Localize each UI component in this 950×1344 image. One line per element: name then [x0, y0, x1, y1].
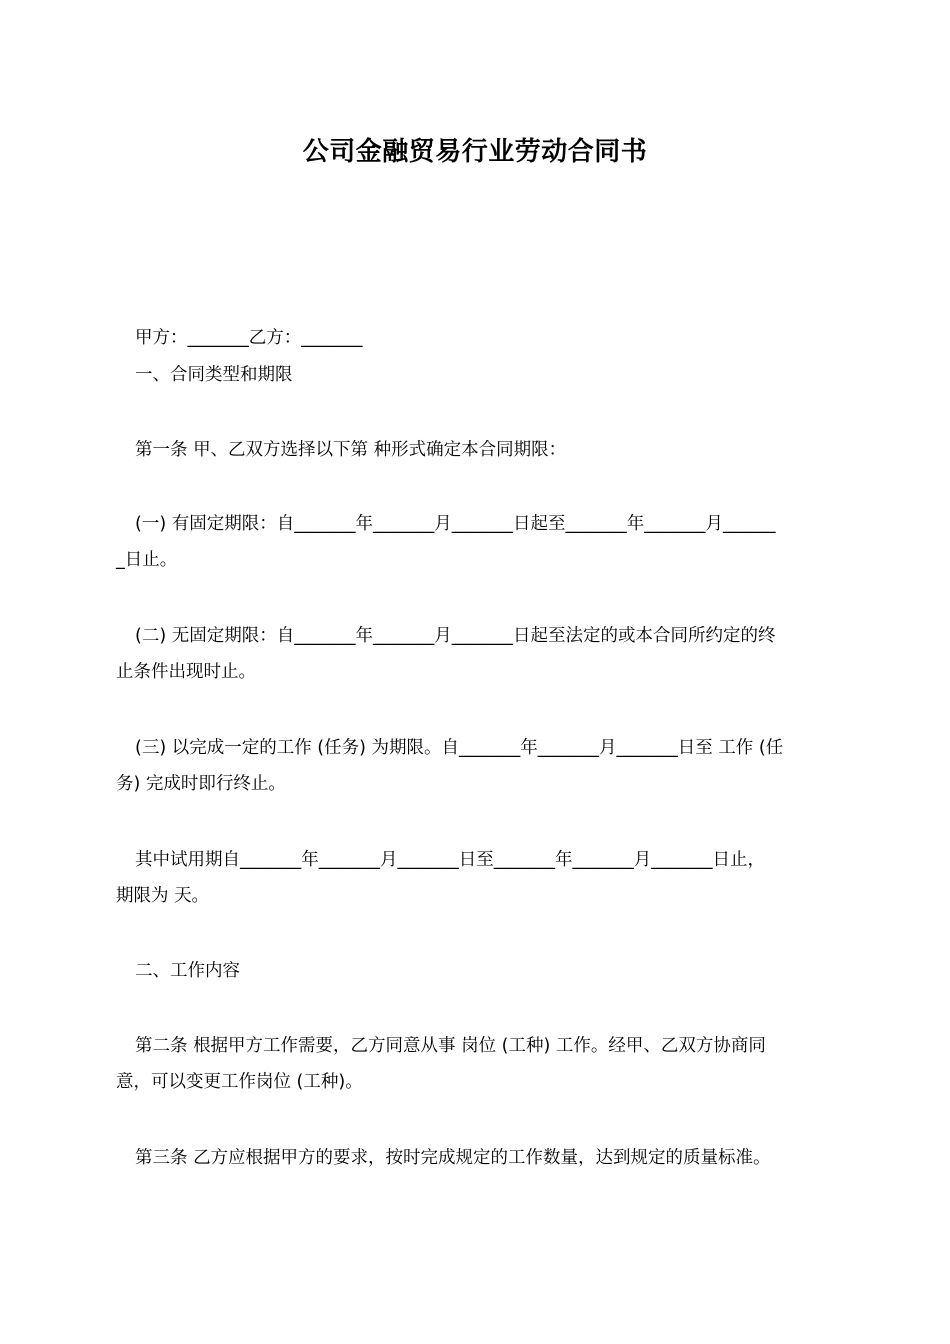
- article3-paragraph: [116, 1140, 838, 1176]
- parties-line: [116, 320, 838, 356]
- section1-heading-text: 一、合同类型和期限: [135, 365, 293, 385]
- probation-line2: 期限为 天。: [116, 886, 210, 906]
- document-title: 公司金融贸易行业劳动合同书: [302, 137, 648, 167]
- fixed-term-line2: _日止。: [116, 550, 178, 570]
- parties-text: 甲方：_______乙方：_______: [135, 328, 363, 348]
- fixed-term-line1: (一) 有固定期限：自_______年_______月_______日起至_______年_______月______: [135, 514, 776, 534]
- task-term-line2: 务) 完成时即行终止。: [116, 774, 286, 794]
- task-term-paragraph: [116, 730, 838, 802]
- fixed-term-paragraph: [116, 506, 838, 578]
- article1-text: 第一条 甲、乙双方选择以下第 种形式确定本合同期限：: [135, 440, 567, 460]
- article1-paragraph: [116, 432, 838, 468]
- article2-line2: 意，可以变更工作岗位 (工种)。: [116, 1072, 363, 1092]
- open-term-line2: 止条件出现时止。: [116, 662, 256, 682]
- section1-heading: [116, 357, 838, 393]
- article2-line1: 第二条 根据甲方工作需要，乙方同意从事 岗位 (工种) 工作。经甲、乙双方协商同: [135, 1036, 766, 1056]
- section2-heading-text: 二、工作内容: [135, 961, 240, 981]
- open-term-paragraph: [116, 618, 838, 690]
- probation-line1: 其中试用期自_______年_______月_______日至_______年_______月_______日止，: [135, 850, 765, 870]
- probation-paragraph: [116, 842, 838, 914]
- article3-text: 第三条 乙方应根据甲方的要求，按时完成规定的工作数量，达到规定的质量标准。: [135, 1148, 771, 1168]
- open-term-line1: (二) 无固定期限：自_______年_______月_______日起至法定的或本合同所约定的终: [135, 626, 776, 646]
- section2-heading: [116, 953, 838, 989]
- task-term-line1: (三) 以完成一定的工作 (任务) 为期限。自_______年_______月_______日至 工作 (任: [135, 738, 784, 758]
- article2-paragraph: [116, 1028, 838, 1100]
